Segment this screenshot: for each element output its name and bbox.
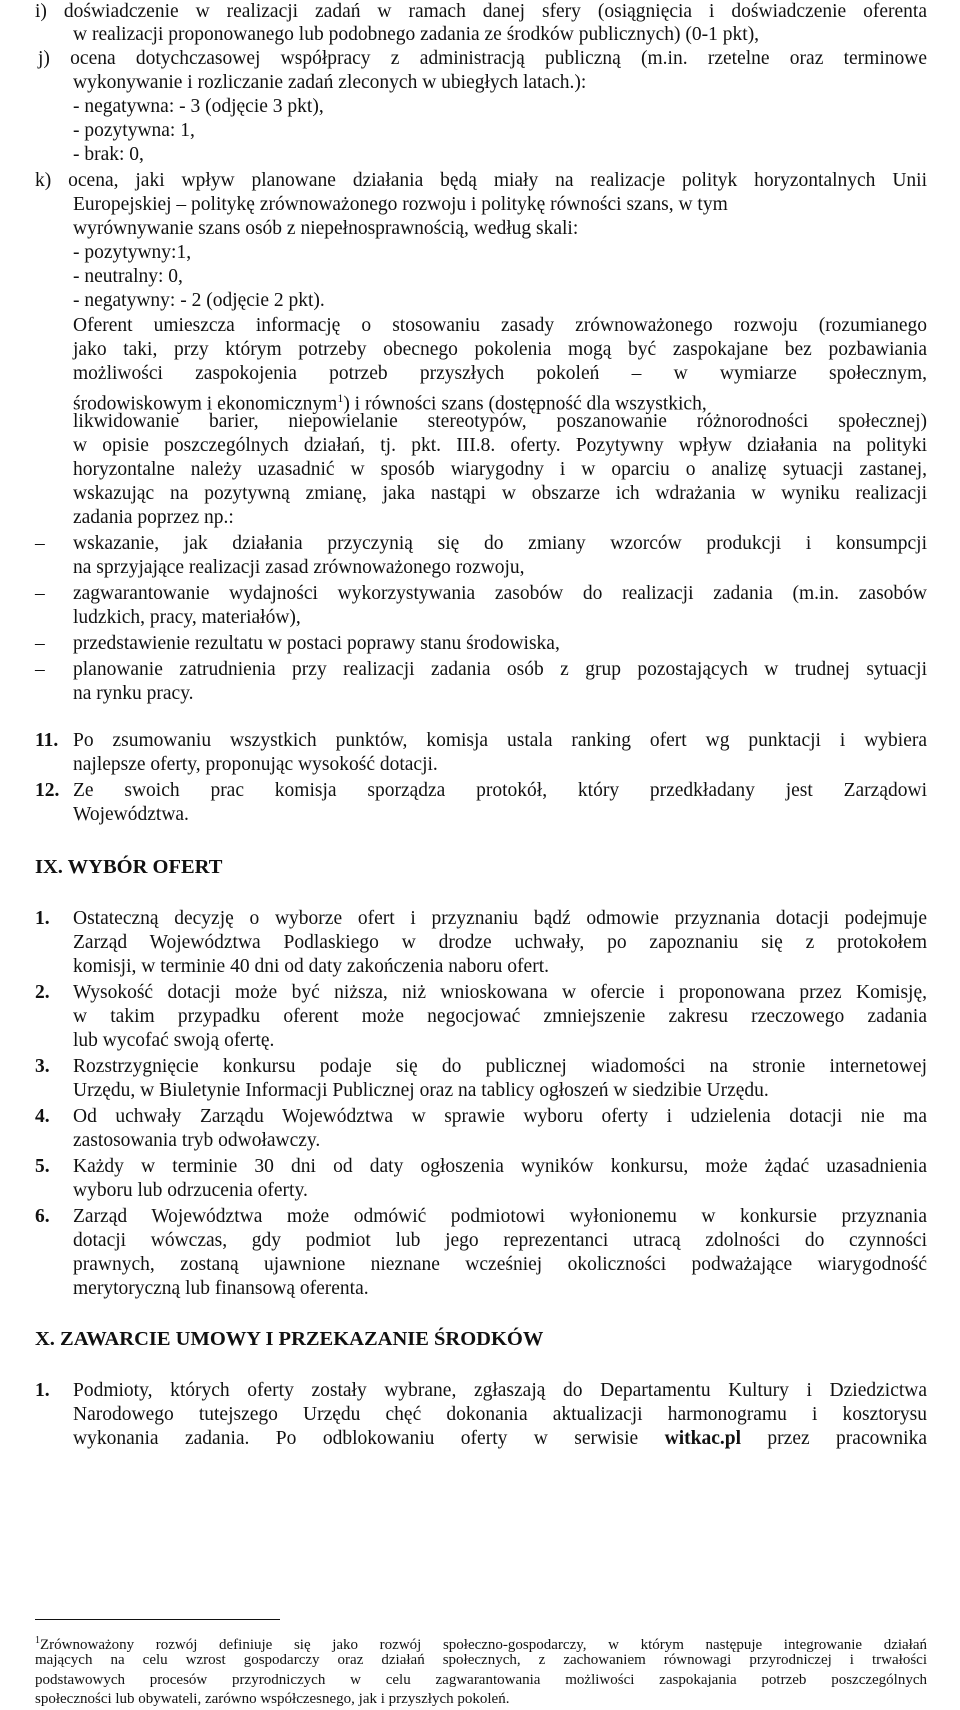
footnote-reference: 1 [337, 391, 344, 405]
footnote-line: mających na celu wzrost gospodarczy oraz działań społecznych, z zachowaniem równowagi przyrodniczej i trwałości [35, 1652, 927, 1668]
text-line: zadania poprzez np.: [73, 507, 234, 528]
item-number: 6. [35, 1206, 50, 1227]
text-line: - negatywna: - 3 (odjęcie 3 pkt), [73, 96, 324, 117]
text-line: Ostateczną decyzję o wyborze ofert i przyznaniu bądź odmowie przyznania dotacji podejmuje [73, 908, 927, 929]
text-line: prawnych, zostaną ujawnione nieznane wcześniej okoliczności podważające wiarygodność [73, 1254, 927, 1275]
text-line: likwidowanie barier, niepowielanie stereotypów, poszanowanie różnorodności społecznej) [73, 411, 927, 432]
text-span: przez pracownika [741, 1428, 928, 1449]
text-line: Od uchwały Zarządu Województwa w sprawie wyboru oferty i udzielenia dotacji nie ma [73, 1106, 927, 1127]
text-span: Zrównoważony rozwój definiuje się jako rozwój społeczno-gospodarczy, w którym następuje integrowanie działań [40, 1637, 927, 1653]
text-line: Po zsumowaniu wszystkich punktów, komisja ustala ranking ofert wg punktacji i wybiera [73, 730, 927, 751]
text-line: j) ocena dotychczasowej współpracy z administracją publiczną (m.in. rzetelne oraz terminowe [38, 48, 927, 69]
text-line: wyrównywanie szans osób z niepełnosprawnością, według skali: [73, 218, 579, 239]
dash-bullet: – [35, 533, 45, 554]
text-line: najlepsze oferty, proponując wysokość dotacji. [73, 754, 438, 775]
footnote-line: podstawowych procesów przyrodniczych w celu zagwarantowania możliwości zaspokajania potrzeb poszczególnych [35, 1672, 927, 1688]
text-line: - brak: 0, [73, 144, 144, 165]
text-span: środowiskowym i ekonomicznym [73, 393, 338, 415]
footnote-line: społeczności lub obywateli, zarówno współczesnego, jak i przyszłych pokoleń. [35, 1691, 510, 1707]
item-number: 2. [35, 982, 50, 1003]
list-item: na sprzyjające realizacji zasad zrównoważonego rozwoju, [73, 557, 525, 578]
text-line: w opisie poszczególnych działań, tj. pkt. III.8. oferty. Pozytywny wpływ działania na polityki [73, 435, 927, 456]
dash-bullet: – [35, 659, 45, 680]
text-span: ) i równości szans (dostępność dla wszystkich, [343, 393, 707, 415]
text-line: Podmioty, których oferty zostały wybrane, zgłaszają do Departamentu Kultury i Dziedzictwa [73, 1380, 927, 1401]
text-line: Europejskiej – politykę zrównoważonego rozwoju i politykę równości szans, w tym [73, 194, 728, 215]
section-heading: IX. WYBÓR OFERT [35, 856, 223, 878]
text-line: Narodowego tutejszego Urzędu chęć dokonania aktualizacji harmonogramu i kosztorysu [73, 1404, 927, 1425]
item-number: 3. [35, 1056, 50, 1077]
text-line: wykonywanie i rozliczanie zadań zleconych w ubiegłych latach.): [73, 72, 587, 93]
text-line: komisji, w terminie 40 dni od daty zakończenia naboru ofert. [73, 956, 549, 977]
text-line [73, 1427, 927, 1451]
text-line: Zarząd Województwa Podlaskiego w drodze uchwały, po zapoznaniu się z protokołem [73, 932, 927, 953]
item-number: 1. [35, 1380, 50, 1401]
item-number: 4. [35, 1106, 50, 1127]
text-span: wykonania zadania. Po odblokowaniu oferty w serwisie [73, 1428, 665, 1449]
text-line: możliwości zaspokojenia potrzeb przyszłych pokoleń – w wymiarze społecznym, [73, 363, 927, 384]
text-line: - pozytywny:1, [73, 242, 192, 263]
item-number: 12. [35, 780, 60, 801]
list-item: przedstawienie rezultatu w postaci poprawy stanu środowiska, [73, 633, 560, 654]
text-line: Województwa. [73, 804, 189, 825]
text-line: Oferent umieszcza informację o stosowaniu zasady zrównoważonego rozwoju (rozumianego [73, 315, 927, 336]
text-line: - neutralny: 0, [73, 266, 183, 287]
item-number: 1. [35, 908, 50, 929]
text-line: w realizacji proponowanego lub podobnego zadania ze środków publicznych) (0-1 pkt), [73, 24, 760, 45]
text-line: merytoryczną lub finansową oferenta. [73, 1278, 369, 1299]
text-line: dotacji wówczas, gdy podmiot lub jego reprezentanci utracą zdolności do czynności [73, 1230, 927, 1251]
text-line: Ze swoich prac komisja sporządza protokół, który przedkładany jest Zarządowi [73, 780, 927, 801]
text-line: wskazując na pozytywną zmianę, jaka nastąpi w obszarze ich wdrażania w wyniku realizacji [73, 483, 927, 504]
text-line: - negatywny: - 2 (odjęcie 2 pkt). [73, 290, 325, 311]
text-line: Wysokość dotacji może być niższa, niż wnioskowana w ofercie i proponowana przez Komisję, [73, 982, 927, 1003]
footnote-separator [35, 1619, 280, 1620]
dash-bullet: – [35, 583, 45, 604]
text-line: Każdy w terminie 30 dni od daty ogłoszenia wyników konkursu, może żądać uzasadnienia [73, 1156, 927, 1177]
item-number: 11. [35, 730, 59, 751]
list-item: zagwarantowanie wydajności wykorzystywania zasobów do realizacji zadania (m.in. zasobów [73, 583, 927, 604]
text-line: Zarząd Województwa może odmówić podmiotowi wyłonionemu w konkursie przyznania [73, 1206, 927, 1227]
dash-bullet: – [35, 633, 45, 654]
website-name: witkac.pl [664, 1428, 741, 1449]
list-item: na rynku pracy. [73, 683, 194, 704]
text-line: - pozytywna: 1, [73, 120, 195, 141]
list-item: planowanie zatrudnienia przy realizacji zadania osób z grup pozostających w trudnej sytuacji [73, 659, 927, 680]
list-item: wskazanie, jak działania przyczynią się do zmiany wzorców produkcji i konsumpcji [73, 533, 927, 554]
text-line: horyzontalne należy uzasadnić w sposób wiarygodny i w oparciu o analizę sytuacji zastanej, [73, 459, 927, 480]
text-line: zastosowania tryb odwoławczy. [73, 1130, 321, 1151]
text-line: lub wycofać swoją ofertę. [73, 1030, 275, 1051]
text-line: wyboru lub odrzucenia oferty. [73, 1180, 308, 1201]
footnote-mark: 1 [35, 1635, 40, 1646]
text-line: w takim przypadku oferent może negocjować zmniejszenie zakresu rzeczowego zadania [73, 1006, 927, 1027]
list-item: ludzkich, pracy, materiałów), [73, 607, 301, 628]
text-line: i) doświadczenie w realizacji zadań w ramach danej sfery (osiągnięcia i doświadczenie oferenta [35, 1, 927, 22]
text-line: Rozstrzygnięcie konkursu podaje się do publicznej wiadomości na stronie internetowej [73, 1056, 927, 1077]
text-line: k) ocena, jaki wpływ planowane działania będą miały na realizacje polityk horyzontalnych Unii [35, 170, 927, 191]
section-heading: X. ZAWARCIE UMOWY I PRZEKAZANIE ŚRODKÓW [35, 1328, 544, 1350]
text-line: jako taki, przy którym potrzeby obecnego pokolenia mogą być zaspokajane bez pozbawiania [73, 339, 927, 360]
item-number: 5. [35, 1156, 50, 1177]
text-line: Urzędu, w Biuletynie Informacji Publicznej oraz na tablicy ogłoszeń w siedzibie Urzędu. [73, 1080, 769, 1101]
